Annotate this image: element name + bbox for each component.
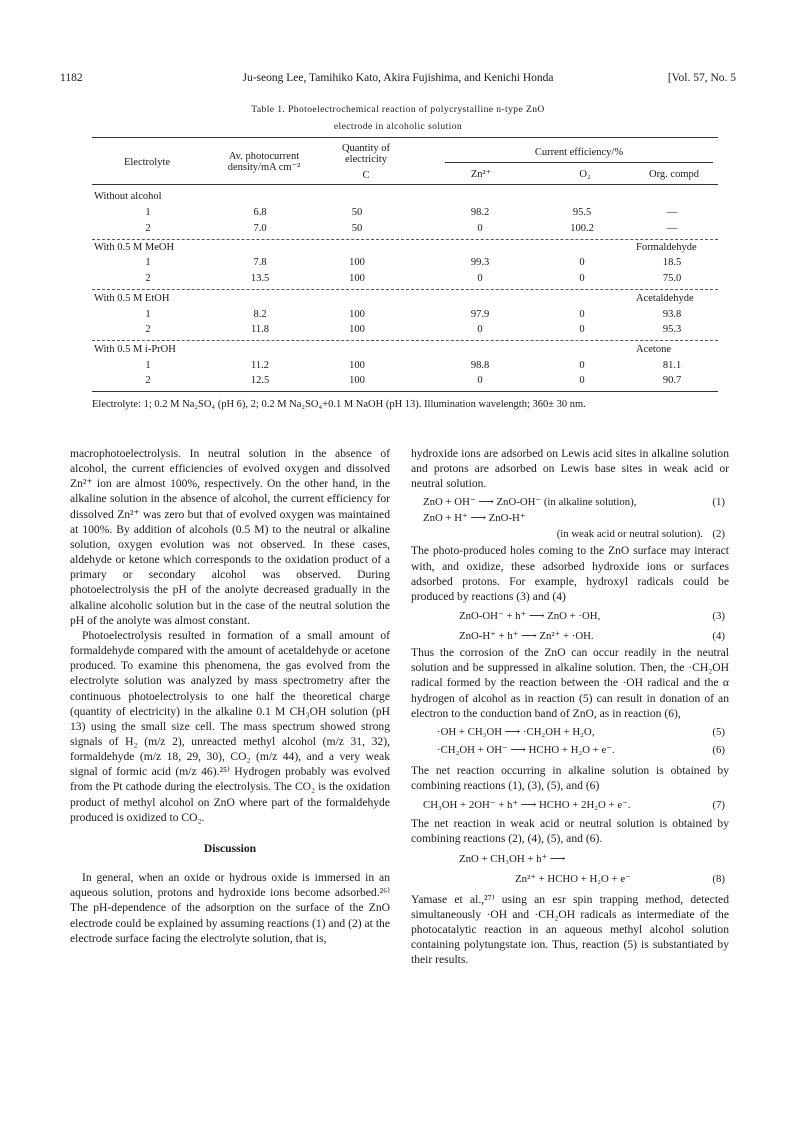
paragraph: Photoelectrolysis resulted in formation of a small amount of formaldehyde compared with the amount of acetaldehyde or acetone produced. To examine this phenomena, the gas evolved from the electrolyte solution was analyzed by mass spectrometry after the continuous photoelectrolysis to one half the theoretical charge (quantity of electricity) in the alkaline 0.1 M CH₃OH solution (pH 13) using the small size cell. The mass spectrum showed strong signals of H₂ (m/z 2), unreacted methyl alcohol (m/z 31, 32), formaldehyde (m/z 18, 29, 30), CO₂ (m/z 44), and a very weak signal of formic acid (m/z 46).²⁵⁾ Hydrogen probably was evolved from the Pt cathode during the electrolysis. The CO₂ is the oxidation product of methyl alcohol on ZnO where part of the formaldehyde produced is oxidized to CO₂. xyxy=(70,628,390,824)
charge-cell: 100 xyxy=(349,360,365,371)
paragraph: macrophotoelectrolysis. In neutral solution in the absence of alcohol, the current efficiencies of evolved oxygen and dissolved Zn²⁺ ion are almost 100%, respectively. On the other hand, in the alkaline solution in the absence of alcohol, the current efficiency for dissolved Zn²⁺ was zero but that of evolved oxygen was maintained at 100%. By addition of alcohols (0.5 M) to the neutral or alkaline solution, oxygen evolution was not observed. In these cases, aldehyde or ketone which corresponds to the oxidation product of a primary or secondary alcohol was observed. During photoelectrolysis the pH of the anolyte decreased gradually in the alkaline alcoholic solution but in the case of the neutral solution the pH of the anolyte was almost constant. xyxy=(70,447,390,627)
paragraph: Thus the corrosion of the ZnO can occur readily in the neutral solution and be suppressed in alkaline solution. Then, the ·CH₂OH radical formed by the reaction between the ·OH radical and the α hydrogen of alcohol as in reaction (5) can result in donation of an electron to the conduction band of ZnO, as in reaction (6), xyxy=(411,646,729,720)
equation-7 xyxy=(411,798,729,814)
equation-text: ZnO-H⁺ + h⁺ ⟶ Zn²⁺ + ·OH. xyxy=(459,630,594,643)
group-product: Acetone xyxy=(636,344,671,355)
org-cell: 93.8 xyxy=(662,309,682,320)
photocurrent-cell: 6.8 xyxy=(253,207,267,218)
equation-2 xyxy=(411,511,729,527)
equation-text: CH₃OH + 2OH⁻ + h⁺ ⟶ HCHO + 2H₂O + e⁻. xyxy=(423,799,631,812)
row-id: 2 xyxy=(145,375,151,386)
row-id: 2 xyxy=(145,273,151,284)
org-cell: 75.0 xyxy=(662,273,682,284)
paragraph: The net reaction in weak acid or neutral solution is obtained by combining reactions (2), (4), (5), and (6). xyxy=(411,817,729,846)
o2-cell: 0 xyxy=(579,273,585,284)
zn-cell: 97.9 xyxy=(470,309,490,320)
group-label: With 0.5 M EtOH xyxy=(94,293,170,304)
o2-cell: 0 xyxy=(579,324,585,335)
o2-cell: 0 xyxy=(579,257,585,268)
table-caption-cont: electrode in alcoholic solution xyxy=(333,121,463,132)
header-electrolyte: Electrolyte xyxy=(123,157,171,168)
charge-cell: 100 xyxy=(349,375,365,386)
table-top-rule xyxy=(92,137,718,138)
equation-5 xyxy=(411,725,729,741)
header-photocurrent xyxy=(208,151,320,173)
equation-text: ZnO + OH⁻ ⟶ ZnO-OH⁻ (in alkaline solution), xyxy=(423,496,637,509)
header-quantity-l2: electricity xyxy=(345,154,387,165)
paragraph: The photo-produced holes coming to the ZnO surface may interact with, and oxidize, these adsorbed hydroxide ions or surfaces adsorbed protons. For example, hydroxyl radicals could be produced by reactions (3) and (4) xyxy=(411,544,729,603)
volume-info: [Vol. 57, No. 5 xyxy=(667,72,736,84)
group-divider xyxy=(92,340,718,341)
row-id: 2 xyxy=(145,223,151,234)
header-quantity-l1: Quantity of xyxy=(341,143,391,154)
left-column xyxy=(70,446,390,946)
equation-number: (7) xyxy=(712,799,725,812)
running-header xyxy=(60,72,736,90)
paragraph: The net reaction occurring in alkaline solution is obtained by combining reactions (1), (3), (5), and (6) xyxy=(411,763,729,793)
paragraph: hydroxide ions are adsorbed on Lewis acid sites in alkaline solution and protons are adsorbed on Lewis base sites in weak acid or neutral solution. xyxy=(411,447,729,491)
group-product: Formaldehyde xyxy=(636,242,697,253)
charge-cell: 100 xyxy=(349,273,365,284)
row-id: 1 xyxy=(145,207,151,218)
org-cell: — xyxy=(666,207,678,218)
charge-cell: 100 xyxy=(349,324,365,335)
charge-cell: 100 xyxy=(349,257,365,268)
zn-cell: 0 xyxy=(477,324,483,335)
equation-4 xyxy=(411,629,729,645)
equation-text: Zn²⁺ + HCHO + H₂O + e⁻ xyxy=(515,872,631,885)
right-column xyxy=(411,446,729,967)
org-cell: 81.1 xyxy=(662,360,682,371)
charge-cell: 50 xyxy=(351,223,363,234)
section-heading: Discussion xyxy=(203,841,257,855)
equation-number: (8) xyxy=(712,872,725,885)
photocurrent-cell: 7.8 xyxy=(253,257,267,268)
equation-number: (1) xyxy=(712,496,725,509)
header-quantity xyxy=(320,143,412,181)
paragraph: Yamase et al.,²⁷⁾ using an esr spin trapping method, detected simultaneously ·OH and ·CH₂OH radicals as intermediate of the photocatalytic reaction in an aqueous methyl alcohol solution containing polytungstate ion. Thus, reaction (5) is substantiated by their results. xyxy=(411,892,729,967)
group-label: With 0.5 M i-PrOH xyxy=(94,344,176,355)
equation-1 xyxy=(411,495,729,511)
equation-6 xyxy=(411,743,729,759)
group-label: With 0.5 M MeOH xyxy=(94,242,175,253)
equation-text: ·OH + CH₃OH ⟶ ·CH₂OH + H₂O, xyxy=(437,725,595,738)
row-id: 1 xyxy=(145,309,151,320)
header-bottom-rule xyxy=(92,184,718,185)
o2-cell: 0 xyxy=(579,360,585,371)
photocurrent-cell: 11.2 xyxy=(251,360,269,371)
running-authors: Ju-seong Lee, Tamihiko Kato, Akira Fujishima, and Kenichi Honda xyxy=(242,72,554,84)
charge-cell: 50 xyxy=(351,207,363,218)
equation-8-line1 xyxy=(411,852,729,868)
charge-cell: 100 xyxy=(349,309,365,320)
org-cell: — xyxy=(666,223,678,234)
zn-cell: 98.8 xyxy=(470,360,490,371)
equation-number: (3) xyxy=(712,610,725,623)
row-id: 2 xyxy=(145,324,151,335)
equation-2-condition xyxy=(411,527,729,543)
table-caption: Table 1. Photoelectrochemical reaction of polycrystalline n-type ZnO xyxy=(251,104,545,115)
page-number: 1182 xyxy=(60,72,83,84)
org-cell: 90.7 xyxy=(662,375,682,386)
zn-cell: 0 xyxy=(477,375,483,386)
zn-cell: 0 xyxy=(477,223,483,234)
equation-text: ·CH₂OH + OH⁻ ⟶ HCHO + H₂O + e⁻. xyxy=(437,743,615,756)
row-id: 1 xyxy=(145,360,151,371)
equation-text: ZnO + H⁺ ⟶ ZnO-H⁺ xyxy=(423,512,526,525)
photocurrent-cell: 11.8 xyxy=(251,324,269,335)
table-footnote: Electrolyte: 1; 0.2 M Na₂SO₄ (pH 6), 2; 0.2 M Na₂SO₄+0.1 M NaOH (pH 13). Illumination wavelength; 360± 30 nm. xyxy=(92,399,586,410)
org-cell: 95.3 xyxy=(662,324,682,335)
zn-cell: 0 xyxy=(477,273,483,284)
group-divider xyxy=(92,289,718,290)
equation-note: (in weak acid or neutral solution). xyxy=(556,528,703,541)
header-zn: Zn²⁺ xyxy=(470,169,492,180)
equation-3 xyxy=(411,609,729,625)
o2-cell: 100.2 xyxy=(570,223,594,234)
equation-number: (5) xyxy=(712,725,725,738)
o2-cell: 0 xyxy=(579,375,585,386)
photocurrent-cell: 13.5 xyxy=(250,273,270,284)
equation-8-line2 xyxy=(411,872,729,888)
row-id: 1 xyxy=(145,257,151,268)
o2-cell: 0 xyxy=(579,309,585,320)
photocurrent-cell: 8.2 xyxy=(253,309,267,320)
equation-text: ZnO-OH⁻ + h⁺ ⟶ ZnO + ·OH, xyxy=(459,610,601,623)
table-bottom-rule xyxy=(92,391,718,392)
zn-cell: 98.2 xyxy=(470,207,490,218)
equation-text: ZnO + CH₃OH + h⁺ ⟶ xyxy=(459,852,566,865)
zn-cell: 99.3 xyxy=(470,257,490,268)
header-efficiency: Current efficiency/% xyxy=(534,147,624,158)
photocurrent-cell: 12.5 xyxy=(250,375,270,386)
header-o2: O₂ xyxy=(579,169,591,180)
equation-number: (4) xyxy=(712,630,725,643)
header-photocurrent-l1: Av. photocurrent xyxy=(228,151,300,162)
group-product: Acetaldehyde xyxy=(636,293,694,304)
header-quantity-unit: C xyxy=(362,170,370,181)
equation-number: (2) xyxy=(712,528,725,541)
o2-cell: 95.5 xyxy=(572,207,592,218)
efficiency-rule xyxy=(445,162,713,163)
header-photocurrent-l2: density/mA cm⁻² xyxy=(227,162,301,173)
org-cell: 18.5 xyxy=(662,257,682,268)
group-divider xyxy=(92,239,718,240)
header-org: Org. compd xyxy=(649,169,699,180)
group-label: Without alcohol xyxy=(94,191,162,202)
equation-number: (6) xyxy=(712,743,725,756)
photocurrent-cell: 7.0 xyxy=(253,223,267,234)
paragraph: In general, when an oxide or hydrous oxide is immersed in an aqueous solution, protons and hydroxide ions become adsorbed.²⁶⁾ The pH-dependence of the adsorption on the surface of the ZnO electrode could be explained by assuming reactions (1) and (2) at the electrode surface facing the electrolyte solution, that is, xyxy=(70,871,390,945)
